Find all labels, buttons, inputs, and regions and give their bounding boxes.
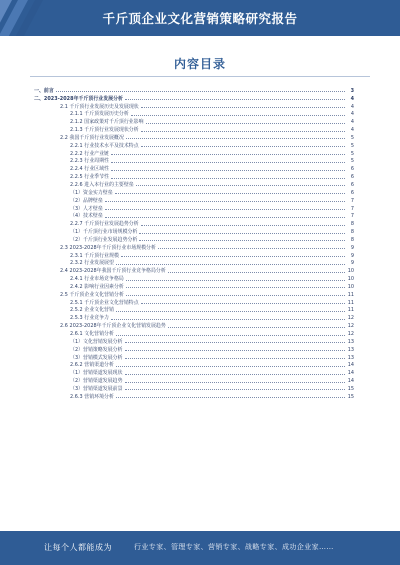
toc-dot-leader (105, 209, 345, 210)
toc-entry-title: 2.4.2 影响行业因素分析 (70, 283, 124, 290)
page-footer (0, 531, 400, 565)
toc-entry-page: 7 (350, 213, 354, 220)
toc-entry-title: 2.1 千斤顶行业发展历史及发展现状 (60, 103, 139, 110)
toc-entry[interactable] (34, 376, 354, 384)
toc-dot-leader (126, 295, 345, 296)
toc-entry[interactable] (34, 235, 354, 243)
toc-entry-page: 4 (350, 127, 354, 134)
toc-entry[interactable] (34, 125, 354, 133)
toc-entry-page: 10 (347, 276, 354, 283)
toc-entry-title: 2.3.1 千斤顶行业规模 (70, 252, 119, 259)
toc-entry-page: 13 (347, 354, 354, 361)
toc-entry-title: 2.1.1 千斤顶发展历史分析 (70, 111, 129, 118)
toc-entry-page: 5 (350, 150, 354, 157)
toc-entry-page: 5 (350, 142, 354, 149)
toc-dot-leader (125, 342, 345, 343)
footer-tagline-right: 行业专家、管理专家、营销专家、战略专家、成功企业家…… (134, 543, 334, 551)
toc-entry-title: 2.2.4 行业区域性 (70, 166, 110, 173)
toc-entry-page: 12 (347, 323, 354, 330)
toc-dot-leader (168, 272, 345, 273)
toc-entry-title: 2.5.1 千斤顶企业文化营销特点 (70, 299, 139, 306)
toc-dot-leader (125, 99, 345, 100)
toc-entry[interactable] (34, 219, 354, 227)
toc-dot-leader (125, 382, 345, 383)
toc-entry-title: 2.5 千斤顶企业文化营销分析 (60, 291, 124, 298)
toc-dot-leader (111, 162, 345, 163)
toc-entry-title: 2.2.5 行业季节性 (70, 174, 110, 181)
toc-entry[interactable] (34, 157, 354, 165)
toc-entry-title: （1）文化营销发展分析 (70, 338, 123, 345)
toc-entry-page: 13 (347, 338, 354, 345)
toc-dot-leader (141, 146, 345, 147)
toc-entry-page: 14 (347, 378, 354, 385)
toc-entry[interactable] (34, 141, 354, 149)
toc-entry-page: 6 (350, 189, 354, 196)
toc-entry-page: 5 (350, 158, 354, 165)
toc-entry[interactable] (34, 227, 354, 235)
toc-entry[interactable] (34, 259, 354, 267)
toc-entry[interactable] (34, 188, 354, 196)
toc-entry-page: 5 (350, 134, 354, 141)
toc-dot-leader (168, 327, 345, 328)
toc-entry-page: 6 (350, 181, 354, 188)
toc-entry-page: 11 (347, 299, 354, 306)
toc-entry[interactable] (34, 321, 354, 329)
toc-entry-title: 2.5.3 行业竞争力 (70, 315, 110, 322)
toc-entry-title: 二、2023-2028年千斤顶行业发展分析 (34, 95, 123, 102)
toc-dot-leader (125, 374, 345, 375)
toc-entry-title: 2.4 2023-2028年我国千斤顶行业竞争格局分析 (60, 268, 166, 275)
toc-entry-title: （1）营销渠道发展现状 (70, 370, 123, 377)
toc-entry-page: 8 (350, 236, 354, 243)
toc-dot-leader (116, 311, 345, 312)
toc-entry[interactable] (34, 172, 354, 180)
toc-dot-leader (158, 248, 345, 249)
toc-entry-page: 15 (347, 393, 354, 400)
toc-entry-title: （3）营销模式发展分析 (70, 354, 123, 361)
toc-dot-leader (126, 280, 345, 281)
toc-dot-leader (141, 131, 345, 132)
toc-dot-leader (126, 138, 345, 139)
toc-entry[interactable] (34, 392, 354, 400)
toc-entry[interactable] (34, 361, 354, 369)
toc-dot-leader (141, 107, 345, 108)
toc-dot-leader (111, 170, 345, 171)
toc-entry-page: 11 (347, 291, 354, 298)
toc-entry-title: 2.5.2 企业文化营销 (70, 307, 114, 314)
toc-entry[interactable] (34, 337, 354, 345)
toc-entry-page: 10 (347, 283, 354, 290)
toc-entry-page: 12 (347, 331, 354, 337)
footer-tagline-left: 让每个人都能成为 (44, 543, 112, 552)
toc-entry-page: 8 (350, 221, 354, 228)
toc-entry-title: （1）千斤顶行业市场规模分析 (70, 229, 138, 236)
toc-entry[interactable] (34, 149, 354, 157)
toc-entry[interactable] (34, 251, 354, 259)
toc-entry[interactable] (34, 368, 354, 376)
toc-entry-title: 2.1.3 千斤顶行业发展现状分析 (70, 127, 139, 134)
toc-entry-page: 9 (350, 260, 354, 267)
toc-entry[interactable] (34, 180, 354, 188)
toc-dot-leader (115, 193, 345, 194)
toc-dot-leader (141, 225, 345, 226)
toc-entry-page: 11 (347, 307, 354, 314)
toc-entry[interactable] (34, 94, 354, 102)
toc-entry-page: 10 (347, 268, 354, 275)
toc-entry[interactable] (34, 353, 354, 361)
toc-dot-leader (131, 115, 345, 116)
toc-entry-page: 4 (350, 119, 354, 126)
toc-entry-title: 2.6 2023-2028年千斤顶企业文化营销发展趋势 (60, 323, 166, 330)
toc-entry-title: （2）千斤顶行业发展趋势分析 (70, 236, 138, 243)
toc-entry-title: 2.2.7 千斤顶行业发展趋势分析 (70, 221, 139, 228)
toc-dot-leader (105, 217, 345, 218)
toc-dot-leader (105, 201, 345, 202)
toc-dot-leader (116, 397, 345, 398)
toc-entry[interactable] (34, 290, 354, 298)
toc-dot-leader (111, 178, 345, 179)
toc-entry[interactable] (34, 110, 354, 118)
toc-entry[interactable] (34, 212, 354, 220)
toc-dot-leader (116, 264, 345, 265)
toc-entry[interactable] (34, 204, 354, 212)
toc-entry-page: 4 (350, 103, 354, 110)
toc-entry-page: 4 (350, 111, 354, 118)
toc-entry-page: 6 (350, 166, 354, 173)
toc-entry-title: 2.6.2 营销渠道分析 (70, 362, 114, 369)
toc-entry-page: 13 (347, 346, 354, 353)
toc-entry-page: 9 (350, 244, 354, 251)
toc-entry[interactable] (34, 117, 354, 125)
toc-entry[interactable] (34, 164, 354, 172)
toc-entry[interactable] (34, 384, 354, 392)
toc-dot-leader (125, 358, 345, 359)
toc-entry-title: 2.2.1 行业技术水平及技术特点 (70, 142, 139, 149)
toc-dot-leader (136, 185, 345, 186)
toc-entry-page: 14 (347, 362, 354, 369)
toc-entry-title: 一、前言 (34, 87, 54, 94)
toc-dot-leader (125, 389, 345, 390)
toc-entry-title: 2.2.3 行业周期性 (70, 158, 110, 165)
toc-entry-page: 6 (350, 174, 354, 181)
toc-entry-title: 2.2.2 行业产业链 (70, 150, 110, 157)
toc-entry-page: 9 (350, 252, 354, 259)
toc-dot-leader (125, 350, 345, 351)
toc-entry[interactable] (34, 274, 354, 282)
toc-entry-title: 2.4.1 行业市场竞争格局 (70, 276, 124, 283)
toc-entry[interactable] (34, 102, 354, 110)
toc-entry[interactable] (34, 306, 354, 314)
toc-entry-title: 2.6.1 文化营销分析 (70, 331, 114, 337)
toc-entry-page: 14 (347, 370, 354, 377)
toc-dot-leader (121, 256, 345, 257)
toc-dot-leader (116, 335, 345, 336)
toc-entry-title: 2.3 2023-2028年千斤顶行业市场规模分析 (60, 244, 156, 251)
toc-entry[interactable] (34, 313, 354, 321)
toc-dot-leader (116, 366, 345, 367)
toc-entry[interactable] (34, 282, 354, 290)
toc-entry-title: （4）技术壁垒 (70, 213, 103, 220)
table-of-contents (34, 86, 354, 400)
toc-entry-title: 2.2 我国千斤顶行业发展概况 (60, 134, 124, 141)
toc-dot-leader (56, 91, 345, 92)
toc-entry-title: （2）营销策略发展分析 (70, 346, 123, 353)
toc-dot-leader (126, 287, 345, 288)
page-header (0, 0, 400, 36)
toc-entry[interactable] (34, 86, 354, 94)
toc-entry-title: （2）品牌壁垒 (70, 197, 103, 204)
toc-dot-leader (146, 123, 345, 124)
toc-heading: 内容目录 (173, 57, 226, 71)
toc-entry-page: 4 (350, 95, 354, 102)
toc-entry-title: 2.2.6 进入本行业的主要壁垒 (70, 181, 134, 188)
toc-entry-title: （1）资金实力壁垒 (70, 189, 113, 196)
toc-entry-title: 2.3.2 行业发展展望 (70, 260, 114, 267)
toc-entry-page: 12 (347, 315, 354, 322)
toc-entry[interactable] (34, 133, 354, 141)
toc-entry-title: （3）营销渠道发展前景 (70, 385, 123, 392)
toc-dot-leader (111, 154, 345, 155)
toc-entry[interactable] (34, 298, 354, 306)
toc-entry-title: （3）人才壁垒 (70, 205, 103, 212)
toc-dot-leader (139, 240, 345, 241)
toc-entry-page: 7 (350, 197, 354, 204)
toc-entry[interactable] (34, 345, 354, 353)
toc-divider (30, 76, 370, 77)
report-title: 千斤顶企业文化营销策略研究报告 (102, 11, 298, 26)
toc-entry-title: 2.1.2 国家政策对千斤顶行业影响 (70, 119, 144, 126)
toc-entry-page: 3 (350, 87, 354, 94)
toc-dot-leader (111, 319, 345, 320)
toc-entry-page: 7 (350, 205, 354, 212)
toc-entry[interactable] (34, 329, 354, 337)
toc-entry-page: 8 (350, 229, 354, 236)
toc-entry[interactable] (34, 266, 354, 274)
toc-entry-page: 15 (347, 385, 354, 392)
toc-entry-title: （2）营销渠道发展趋势 (70, 378, 123, 385)
toc-dot-leader (141, 303, 345, 304)
toc-entry-title: 2.6.3 营销环境分析 (70, 393, 114, 400)
toc-entry[interactable] (34, 243, 354, 251)
toc-entry[interactable] (34, 196, 354, 204)
toc-dot-leader (139, 233, 345, 234)
